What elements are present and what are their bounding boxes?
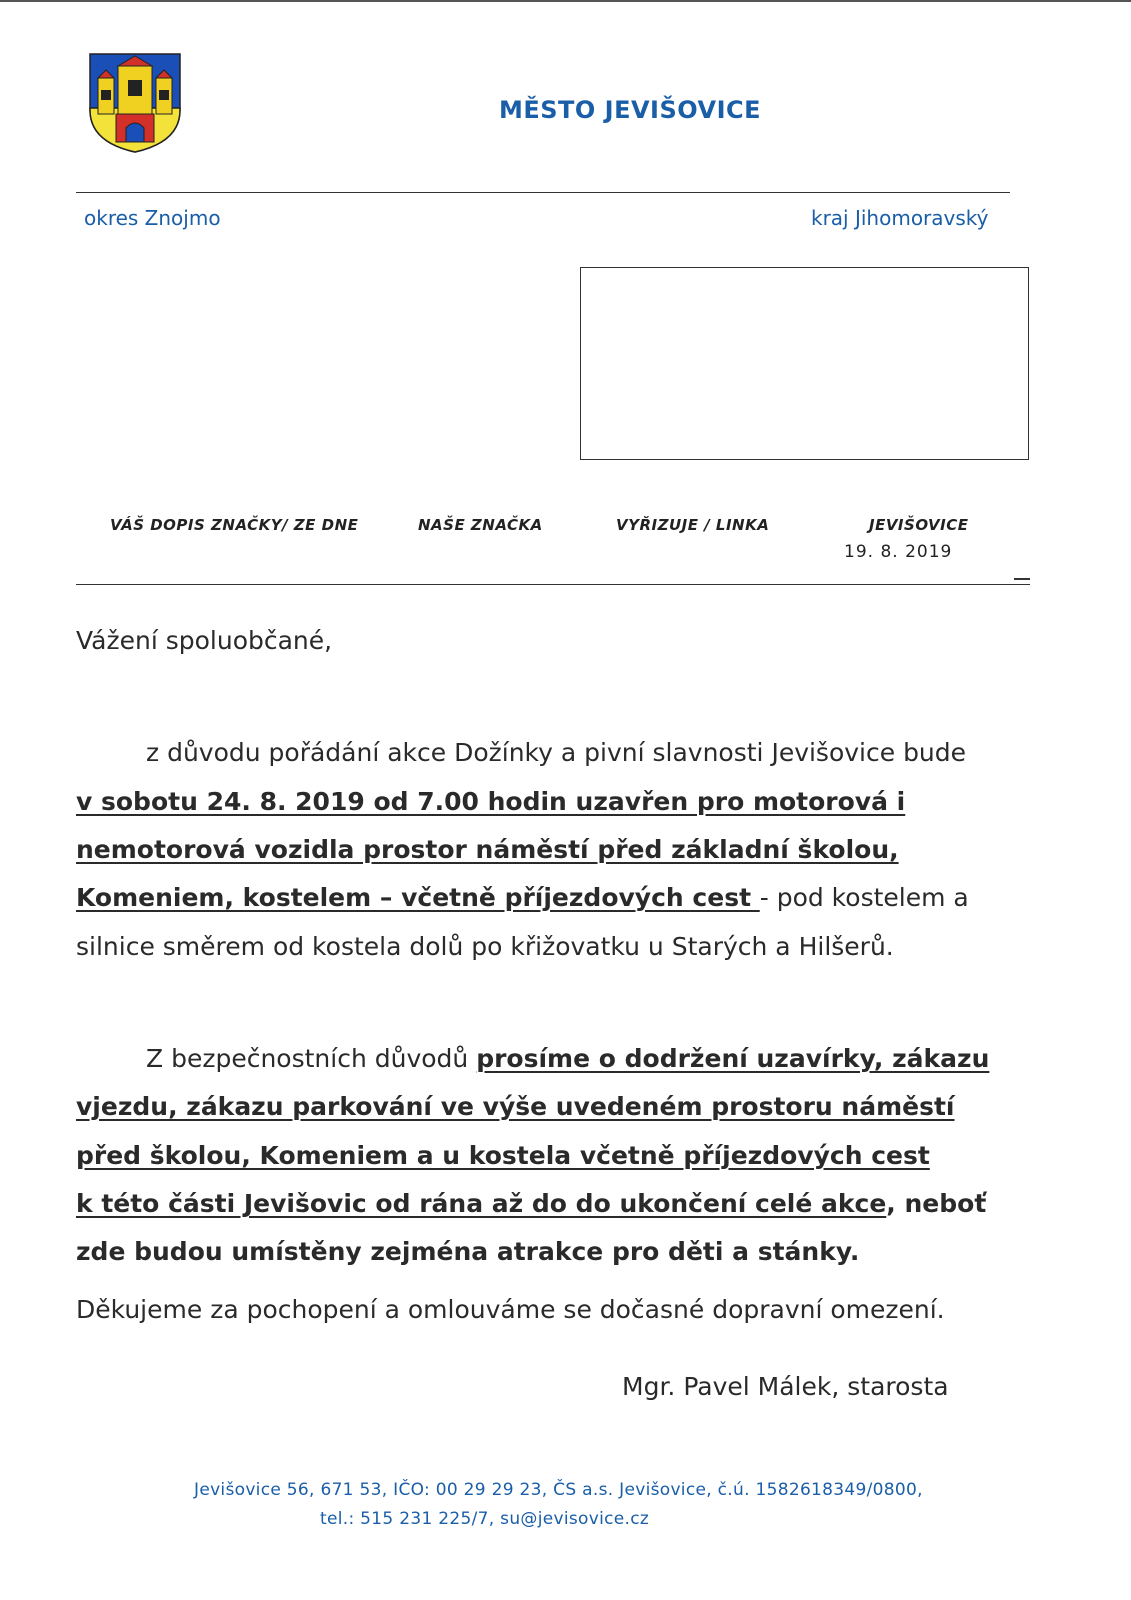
- p1-line-2: v sobotu 24. 8. 2019 od 7.00 hodin uzavřen pro motorová i: [76, 787, 906, 816]
- ref-our-ref: NAŠE ZNAČKA: [418, 516, 543, 534]
- city-title: MĚSTO JEVIŠOVICE: [498, 96, 762, 124]
- p3-thanks: Děkujeme za pochopení a omlouváme se dočasné dopravní omezení.: [76, 1295, 945, 1324]
- p2-line-1: Z bezpečnostních důvodů prosíme o dodržení uzavírky, zákazu: [146, 1044, 990, 1073]
- ref-place: JEVIŠOVICE: [869, 516, 969, 534]
- footer-contact: tel.: 515 231 225/7, su@jevisovice.cz: [320, 1509, 650, 1529]
- address-window-box: [580, 267, 1029, 460]
- greeting: Vážení spoluobčané,: [76, 626, 333, 655]
- region-label: kraj Jihomoravský: [811, 206, 989, 230]
- top-border: [0, 0, 1131, 2]
- p2-line-4: k této části Jevišovic od rána až do do ukončení celé akce, neboť: [76, 1189, 987, 1218]
- p1-line-5: silnice směrem od kostela dolů po křižovatku u Starých a Hilšerů.: [76, 932, 894, 961]
- letter-date: 19. 8. 2019: [844, 542, 953, 562]
- ref-handled-by: VYŘIZUJE / LINKA: [616, 516, 770, 534]
- p1-line-4: Komeniem, kostelem – včetně příjezdových cest - pod kostelem a: [76, 883, 969, 912]
- p2-line-2: vjezdu, zákazu parkování ve výše uvedeném prostoru náměstí: [76, 1092, 955, 1121]
- p1-line-3: nemotorová vozidla prostor náměstí před základní školou,: [76, 835, 899, 864]
- ref-your-letter: VÁŠ DOPIS ZNAČKY/ ZE DNE: [110, 516, 359, 534]
- district-label: okres Znojmo: [84, 206, 221, 230]
- footer-address: Jevišovice 56, 671 53, IČO: 00 29 29 23, ČS a.s. Jevišovice, č.ú. 1582618349/0800,: [194, 1480, 923, 1500]
- p2-line-5: zde budou umístěny zejména atrakce pro děti a stánky.: [76, 1237, 860, 1266]
- p2-line-3: před školou, Komeniem a u kostela včetně příjezdových cest: [76, 1141, 930, 1170]
- header-rule: [76, 192, 1010, 193]
- reference-rule: [76, 584, 1030, 585]
- p1-line-1: z důvodu pořádání akce Dožínky a pivní slavnosti Jevišovice bude: [146, 738, 967, 767]
- coat-of-arms-icon: [88, 52, 182, 154]
- signature: Mgr. Pavel Málek, starosta: [622, 1372, 949, 1401]
- dash-mark: [1014, 578, 1030, 580]
